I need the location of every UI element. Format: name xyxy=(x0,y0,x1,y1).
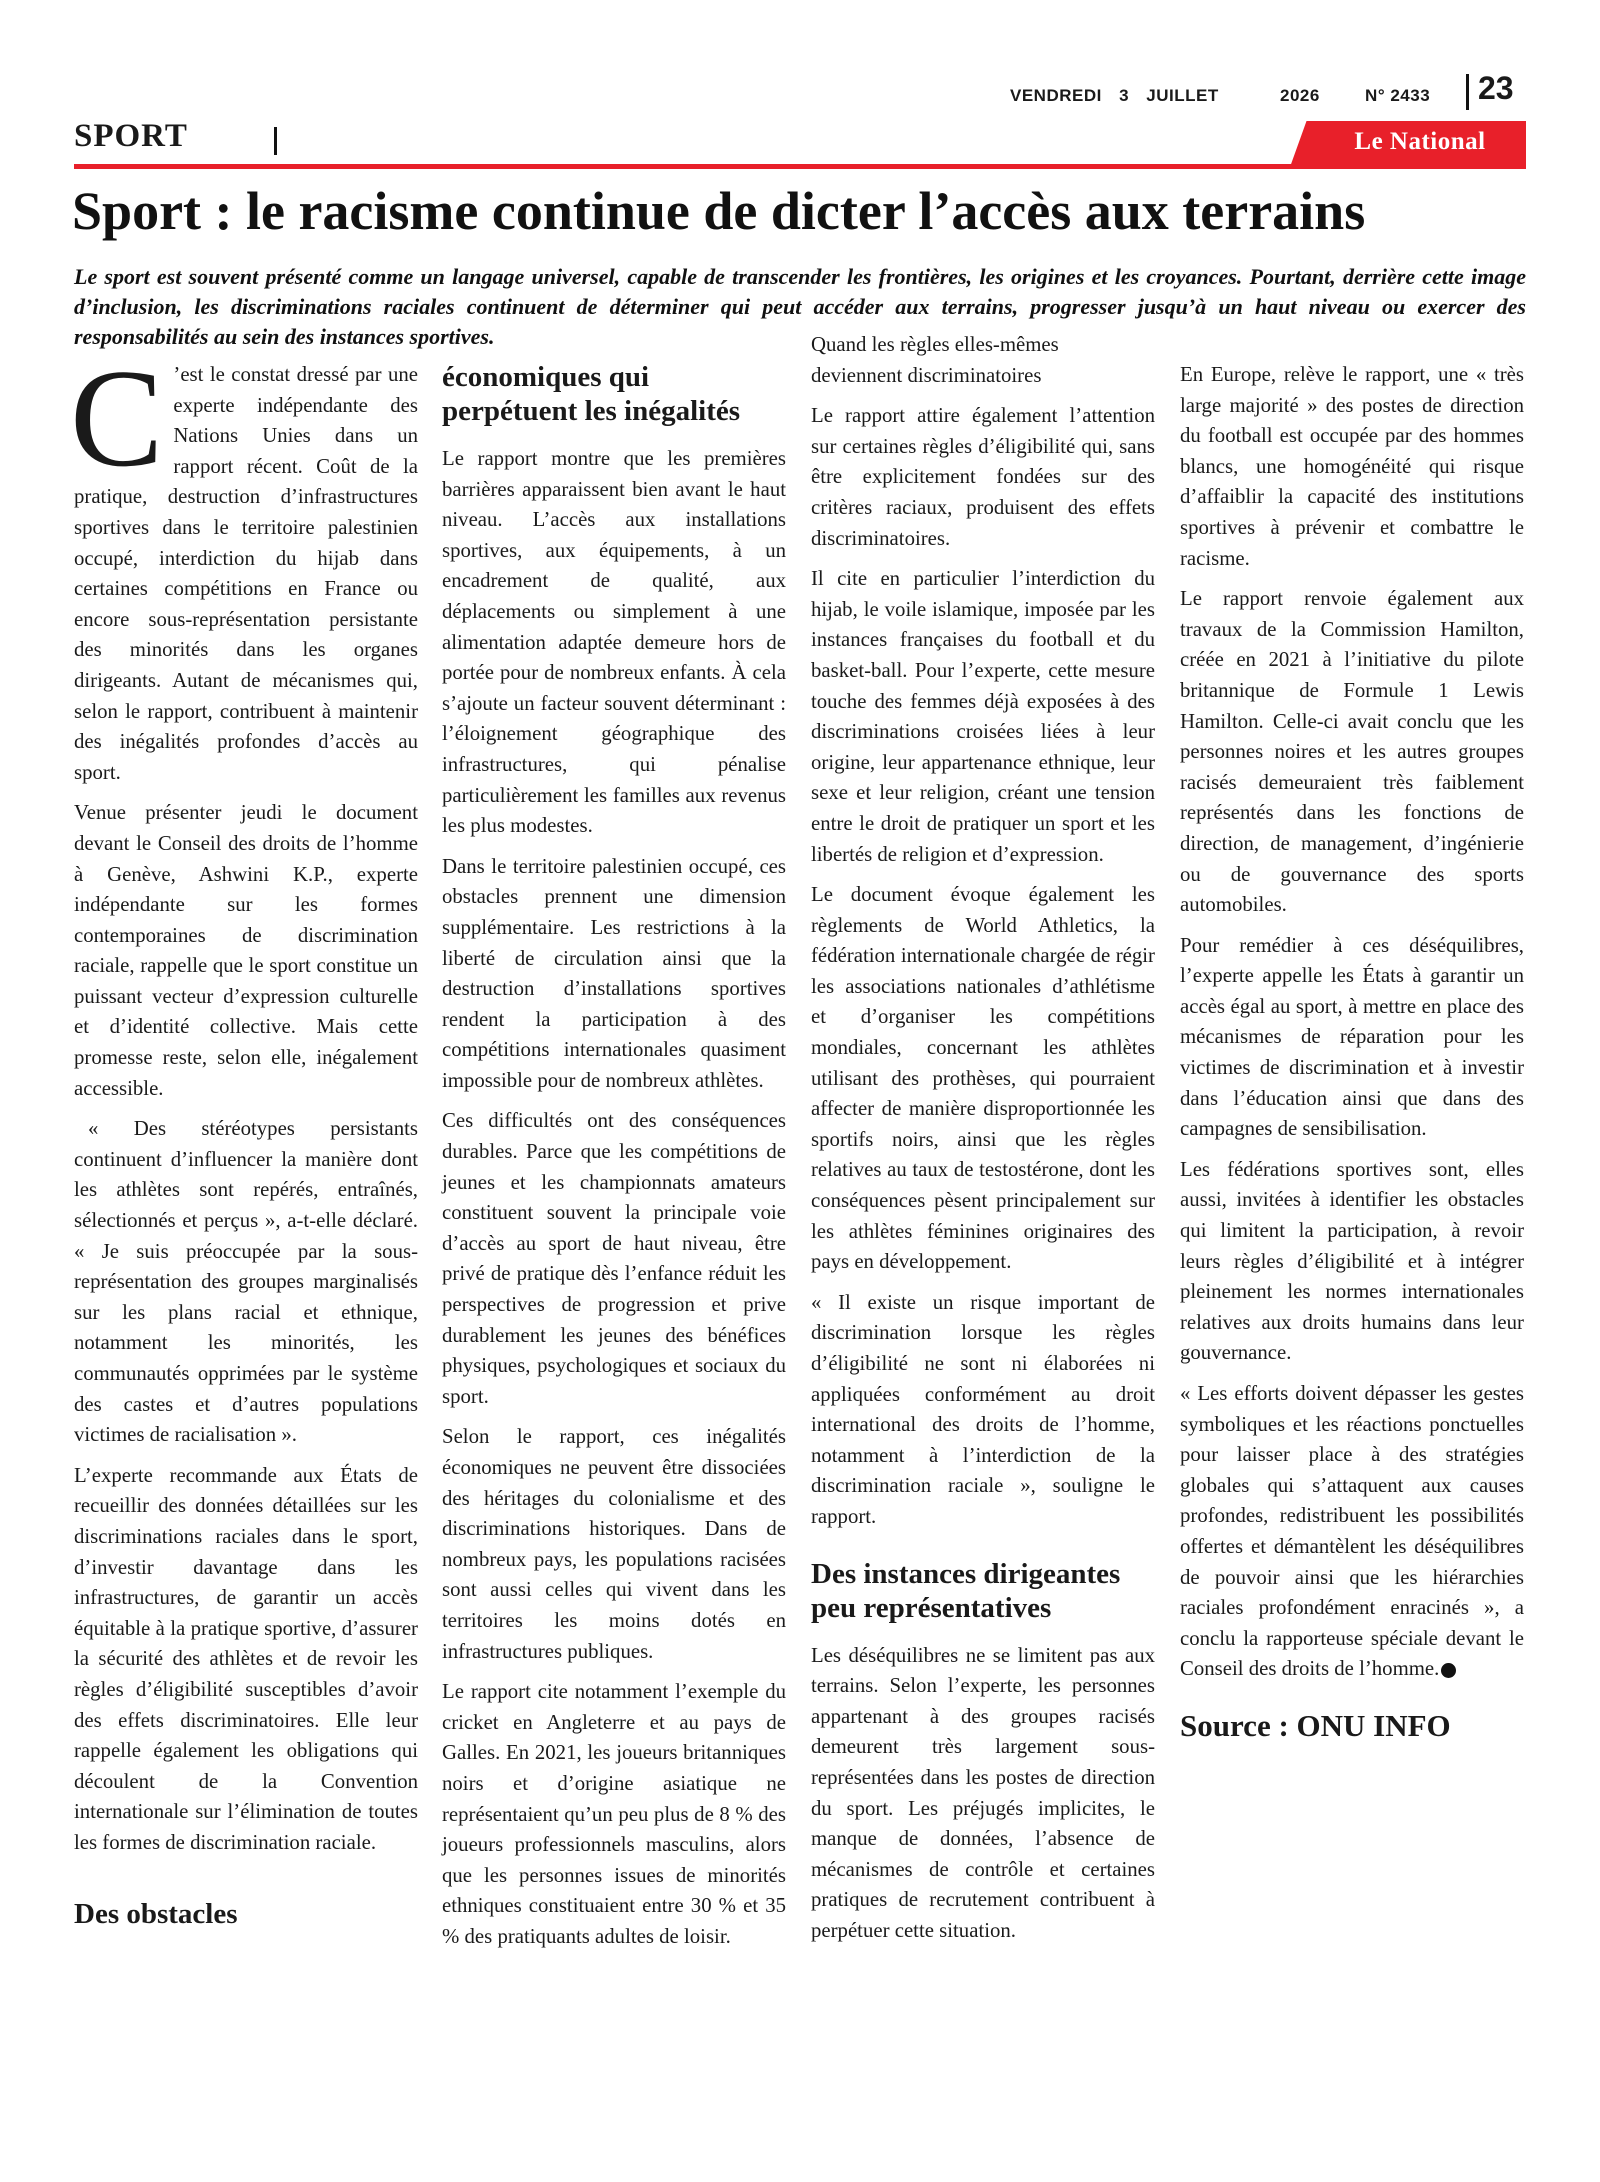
paragraph-12: Il cite en particulier l’interdiction du hijab, le voile islamique, imposée par les instances françaises du football et du basket-ball. Pour l’experte, cette mesure touche des femmes déjà exposées à des discriminations croisées liées à leur origine, leur appartenance ethnique, leur sexe et leur religion, créant une tension entre le droit de pratiquer un sport et les libertés de religion et d’expression. xyxy=(811,567,1155,866)
paragraph-10: Quand les règles elles-mêmes deviennent discriminatoires xyxy=(811,333,1059,387)
issue-day: VENDREDI xyxy=(1010,86,1102,105)
subheading-obstacles-part-2: économiques qui perpétuent les inégalités xyxy=(442,361,741,427)
issue-date-line xyxy=(1010,86,1430,106)
paragraph-8: Selon le rapport, ces inégalités économiques ne peuvent être dissociées des héritages du colonialisme et des discriminations historiques. Dans de nombreux pays, les populations racisées sont aussi celles qui vivent dans les territoires les moins dotés en infrastructures publiques. xyxy=(442,1425,786,1663)
paragraph-14: « Il existe un risque important de discrimination lorsque les règles d’éligibilité ne sont ni élaborées ni appliquées conformément au droit international des droits de l’homme, notamment à l’interdiction de la discrimination raciale », souligne le rapport. xyxy=(811,1290,1155,1528)
paragraph-16: En Europe, relève le rapport, une « très large majorité » des postes de direction du football est occupée par des hommes blancs, une homogénéité qui risque d’affaiblir la capacité des institutions sportives à prévenir et combattre le racisme. xyxy=(1180,363,1524,570)
end-of-article-icon xyxy=(1441,1663,1456,1678)
article-column-4 xyxy=(1180,360,1524,1742)
issue-number: N° 2433 xyxy=(1365,86,1431,105)
drop-cap: C xyxy=(70,341,164,496)
paragraph-20 xyxy=(1180,1379,1524,1685)
paragraph-1-text: ’est le constat dressé par une experte indépendante des Nations Unies dans un rapport récent. Coût de la pratique, destruction d’infrastructures sportives dans le territoire palestinien occupé, interdiction du hijab dans certaines compétitions en France ou encore sous-représentation persistante des minorités dans les organes dirigeants. Autant de mécanismes qui, selon le rapport, contribuent à maintenir des inégalités profondes d’accès au sport. xyxy=(74,363,418,784)
article-column-3 xyxy=(811,330,1155,1957)
issue-month: JUILLET xyxy=(1146,86,1219,105)
page-number: 23 xyxy=(1478,70,1514,106)
paragraph-1 xyxy=(70,341,418,788)
paragraph-15: Les déséquilibres ne se limitent pas aux terrains. Selon l’experte, les personnes appartenant à des groupes racisés demeurent très largement sous-représentées dans les postes de direction du sport. Les préjugés implicites, le manque de données, l’absence de mécanismes de contrôle et certaines pratiques de recrutement contribuent à perpétuer cette situation. xyxy=(811,1643,1155,1942)
article-title: Sport : le racisme continue de dicter l’accès aux terrains xyxy=(72,181,1366,241)
article-source: Source : ONU INFO xyxy=(1180,1707,1451,1743)
paragraph-13: Le document évoque également les règlements de World Athletics, la fédération internationale chargée de régir les associations nationales d’athlétisme et d’organiser les compétitions mondiales, concernant les athlètes utilisant des prothèses, qui pourraient affecter de manière disproportionnée les sportifs noirs, ainsi que les règles relatives au taux de testostérone, dont les conséquences pèsent principalement sur les athlètes féminines originaires des pays en développement. xyxy=(811,883,1155,1274)
paragraph-5: Le rapport montre que les premières barrières apparaissent bien avant le haut niveau. L’accès aux installations sportives, aux équipements, à un encadrement de qualité, aux déplacements ou simplement à une alimentation adaptée demeure hors de portée pour de nombreux enfants. À cela s’ajoute un facteur souvent déterminant : l’éloignement géographique des infrastructures, qui pénalise particulièrement les familles aux revenus les plus modestes. xyxy=(442,447,786,838)
subheading-governing-bodies: Des instances dirigeantes peu représentatives xyxy=(811,1557,1121,1624)
section-divider xyxy=(274,127,277,155)
subheading-obstacles-part-1: Des obstacles xyxy=(74,1897,238,1930)
brand-name: Le National xyxy=(1354,128,1486,155)
issue-date-number: 3 xyxy=(1119,86,1130,105)
paragraph-6: Dans le territoire palestinien occupé, ces obstacles prennent une dimension supplémentaire. Les restrictions à la liberté de circulation ainsi que la destruction d’installations sportives rendent la participation à des compétitions internationales quasiment impossible pour de nombreux athlètes. xyxy=(442,854,786,1092)
paragraph-2: Venue présenter jeudi le document devant le Conseil des droits de l’homme à Genève, Ashwini K.P., experte indépendante sur les formes contemporaines de discrimination raciale, rappelle que le sport constitue un puissant vecteur d’expression culturelle et d’identité collective. Mais cette promesse reste, selon elle, inégalement accessible. xyxy=(74,801,418,1100)
section-label: SPORT xyxy=(74,118,188,154)
article-column-2 xyxy=(442,360,786,1963)
page-number-divider xyxy=(1466,74,1469,110)
issue-year: 2026 xyxy=(1279,86,1320,105)
article-lead: Le sport est souvent présenté comme un langage universel, capable de transcender les frontières, les origines et les croyances. Pourtant, derrière cette image d’inclusion, les discriminations raciales continuent de déterminer qui peut accéder aux terrains, progresser jusqu’à un haut niveau ou exercer des responsabilités au sein des instances sportives. xyxy=(74,264,1526,349)
paragraph-4: L’experte recommande aux États de recueillir des données détaillées sur les discriminations raciales dans le sport, d’investir davantage dans les infrastructures, de garantir un accès équitable à la pratique sportive, d’assurer la sécurité des athlètes et de revoir les règles d’éligibilité susceptibles d’avoir des effets discriminatoires. Elle leur rappelle également les obligations qui découlent de la Convention internationale sur l’élimination de toutes les formes de discrimination raciale. xyxy=(74,1463,418,1854)
paragraph-9: Le rapport cite notamment l’exemple du cricket en Angleterre et au pays de Galles. En 2021, les joueurs britanniques noirs et d’origine asiatique ne représentaient qu’un peu plus de 8 % des joueurs professionnels masculins, alors que les personnes issues de minorités ethniques constituaient entre 30 % et 35 % des pratiquants adultes de loisir. xyxy=(442,1680,786,1948)
paragraph-3: « Des stéréotypes persistants continuent d’influencer la manière dont les athlètes sont repérés, entraînés, sélectionnés et perçus », a-t-elle déclaré. « Je suis préoccupée par la sous-représentation des groupes marginalisés sur les plans racial et ethnique, notamment les minorités, les communautés opprimées par le système des castes et d’autres populations victimes de racialisation ». xyxy=(74,1117,418,1447)
paragraph-18: Pour remédier à ces déséquilibres, l’experte appelle les États à garantir un accès égal au sport, à mettre en place des mécanismes de réparation pour les victimes de discrimination et à investir dans l’éducation ainsi que dans des campagnes de sensibilisation. xyxy=(1180,933,1524,1141)
paragraph-19: Les fédérations sportives sont, elles aussi, invitées à identifier les obstacles qui limitent la participation, à revoir leurs règles d’éligibilité et à intégrer pleinement les normes internationales relatives aux droits humains dans leur gouvernance. xyxy=(1180,1157,1524,1365)
header-rule xyxy=(74,164,1526,169)
paragraph-20-text: « Les efforts doivent dépasser les gestes symboliques et les réactions ponctuelles pour laisser place à des stratégies globales qui s’attaquent aux causes profondes, redistribuent les possibilités offertes et démantèlent les déséquilibres de pouvoir ainsi que les hiérarchies raciales profondément enracinés », a conclu la rapporteuse spéciale devant le Conseil des droits de l’homme. xyxy=(1180,1382,1524,1681)
article-column-1 xyxy=(70,341,418,1947)
paragraph-7: Ces difficultés ont des conséquences durables. Parce que les compétitions de jeunes et les championnats amateurs constituent souvent la principale voie d’accès au sport de haut niveau, être privé de pratique dès l’enfance réduit les perspectives de progression et prive durablement les jeunes des bénéfices physiques, psychologiques et sociaux du sport. xyxy=(442,1109,786,1408)
paragraph-17: Le rapport renvoie également aux travaux de la Commission Hamilton, créée en 2021 à l’initiative du pilote britannique de Formule 1 Lewis Hamilton. Celle-ci avait conclu que les personnes noires et les autres groupes racisés demeuraient très faiblement représentés dans les fonctions de direction, de management, d’ingénierie ou de gouvernance des sports automobiles. xyxy=(1180,587,1524,917)
paragraph-11: Le rapport attire également l’attention sur certaines règles d’éligibilité qui, sans être explicitement fondées sur des critères raciaux, produisent des effets discriminatoires. xyxy=(811,404,1155,550)
